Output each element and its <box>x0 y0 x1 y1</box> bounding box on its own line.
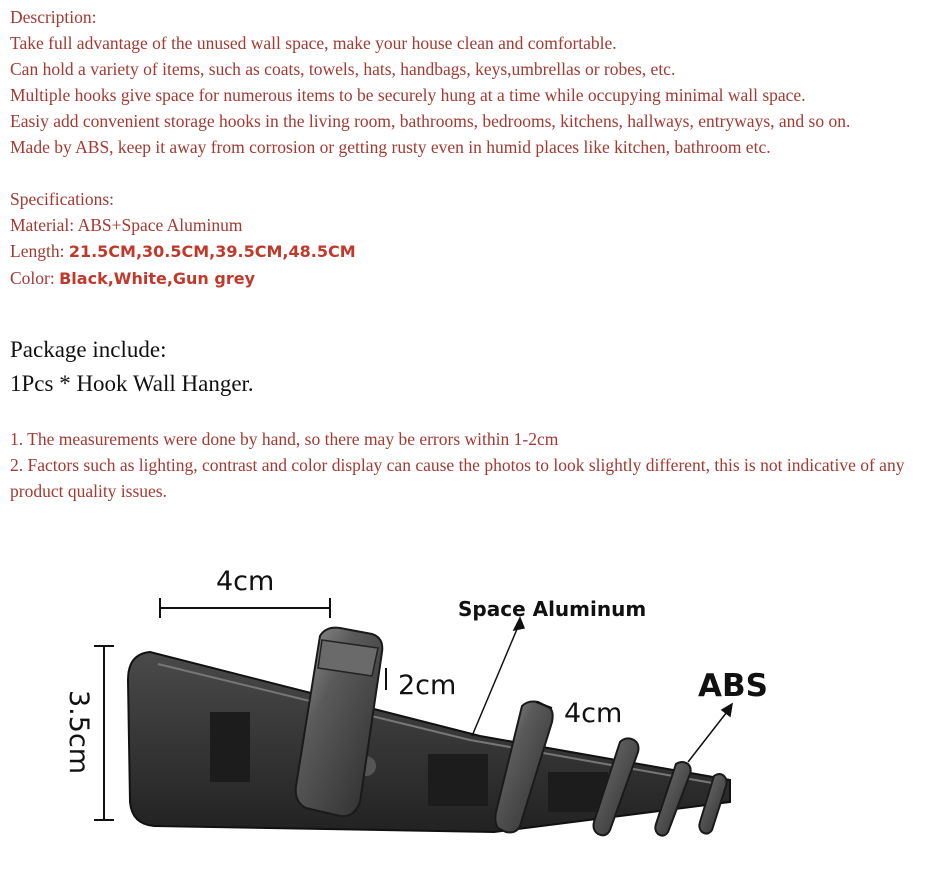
notes-section <box>10 426 940 504</box>
width-dimension <box>160 598 330 618</box>
height-label: 3.5cm <box>63 690 94 775</box>
description-heading: Description: <box>10 7 97 27</box>
space-aluminum-label: Space Aluminum <box>458 597 647 621</box>
description-line: Easiy add convenient storage hooks in the living room, bathrooms, bedrooms, kitchens, hallways, entryways, and so on. <box>10 111 851 131</box>
product-diagram <box>0 540 946 876</box>
package-section <box>10 333 254 401</box>
gap-label: 2cm <box>398 670 457 701</box>
hook-length-label: 4cm <box>564 698 623 729</box>
abs-label: ABS <box>698 668 768 704</box>
bar-block <box>210 712 250 782</box>
width-label: 4cm <box>216 566 275 597</box>
specifications-heading: Specifications: <box>10 189 115 209</box>
description-line: Multiple hooks give space for numerous items to be securely hung at a time while occupying minimal wall space. <box>10 85 806 105</box>
spec-color: Color: Black,White,Gun grey <box>10 268 255 288</box>
space-aluminum-pointer <box>472 618 524 736</box>
height-dimension <box>94 646 114 820</box>
description-line: Take full advantage of the unused wall space, make your house clean and comfortable. <box>10 33 617 53</box>
spec-length-value: 21.5CM,30.5CM,39.5CM,48.5CM <box>68 242 356 261</box>
abs-pointer <box>688 704 732 762</box>
package-item: 1Pcs * Hook Wall Hanger. <box>10 371 254 396</box>
spec-color-value: Black,White,Gun grey <box>59 269 255 288</box>
note-line: 1. The measurements were done by hand, so there may be errors within 1-2cm <box>10 429 559 449</box>
spec-material-value: ABS+Space Aluminum <box>77 215 243 235</box>
description-section <box>10 4 942 292</box>
package-heading: Package include: <box>10 337 167 362</box>
description-line: Can hold a variety of items, such as coats, towels, hats, handbags, keys,umbrellas or robes, etc. <box>10 59 676 79</box>
note-line: 2. Factors such as lighting, contrast and color display can cause the photos to look slightly different, this is not indicative of any product quality issues. <box>10 455 905 501</box>
spec-length: Length: 21.5CM,30.5CM,39.5CM,48.5CM <box>10 241 356 261</box>
spec-material: Material: ABS+Space Aluminum <box>10 215 243 235</box>
description-line: Made by ABS, keep it away from corrosion or getting rusty even in humid places like kitchen, bathroom etc. <box>10 137 771 157</box>
bar-block <box>428 754 488 806</box>
